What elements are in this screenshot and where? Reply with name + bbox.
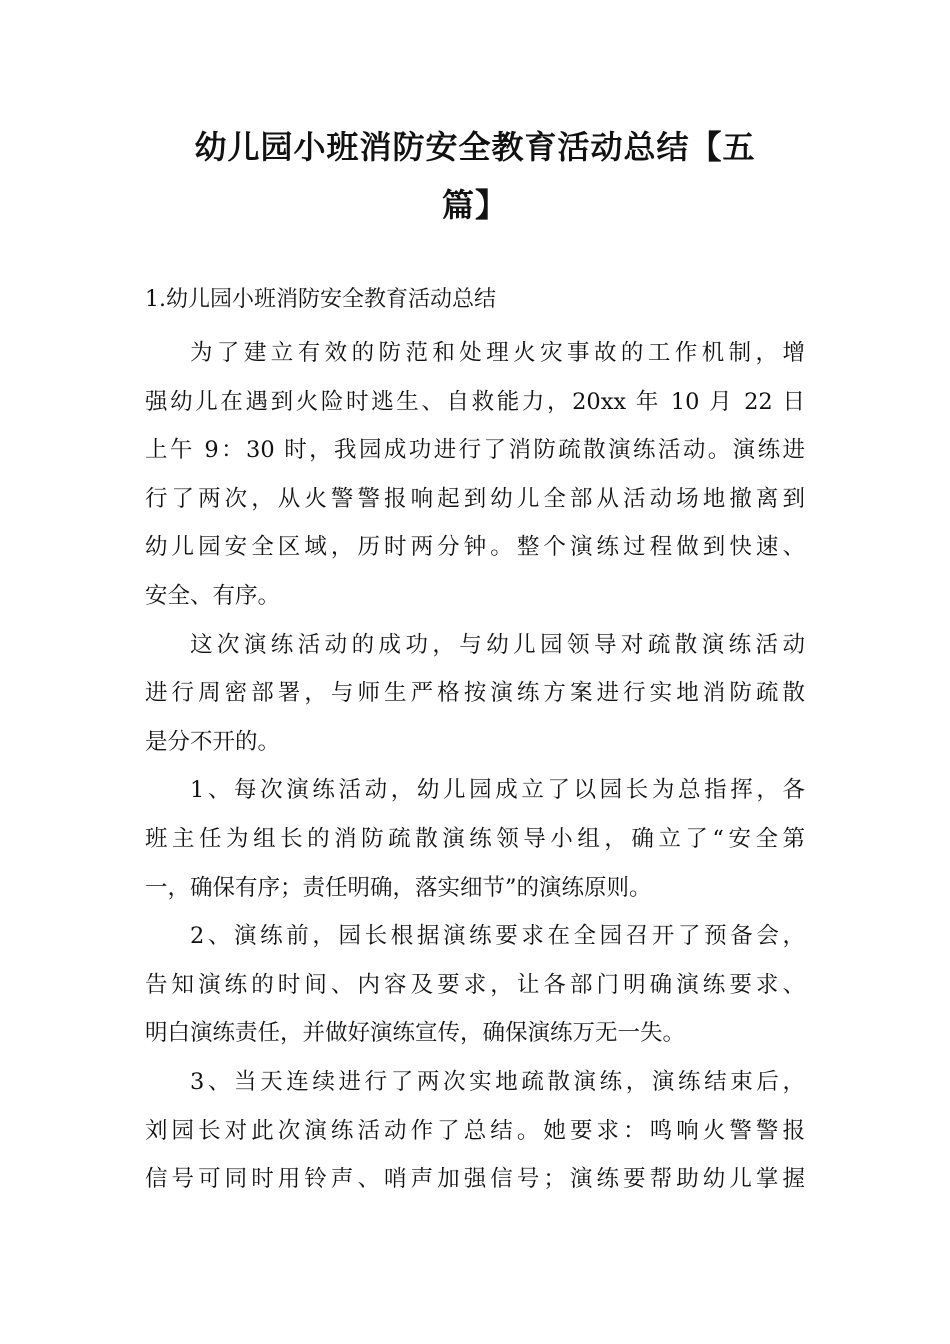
paragraph: [145, 621, 805, 767]
text-line: 2、演练前，园长根据演练要求在全园召开了预备会，: [190, 923, 805, 950]
text-line: 幼儿园安全区域，历时两分钟。整个演练过程做到快速、: [145, 534, 805, 561]
section-heading: 1.幼儿园小班消防安全教育活动总结: [145, 287, 496, 312]
paragraph: [145, 329, 805, 621]
document-title: [150, 118, 800, 234]
text-line: 进行周密部署，与师生严格按演练方案进行实地消防疏散: [145, 680, 805, 707]
document-body: [145, 329, 805, 1204]
text-line: 强幼儿在遇到火险时逃生、自救能力，20xx 年 10 月 22 日: [145, 388, 805, 415]
title-line: 篇】: [441, 186, 508, 224]
text-line: 信号可同时用铃声、哨声加强信号；演练要帮助幼儿掌握: [145, 1166, 805, 1193]
paragraph: [145, 766, 805, 912]
text-line: 这次演练活动的成功，与幼儿园领导对疏散演练活动: [190, 631, 805, 658]
text-line: 告知演练的时间、内容及要求，让各部门明确演练要求、: [145, 971, 805, 998]
text-line: 行了两次，从火警警报响起到幼儿全部从活动场地撤离到: [145, 485, 805, 512]
text-line: 安全、有序。: [145, 582, 281, 609]
text-line: 班主任为组长的消防疏散演练领导小组，确立了“安全第: [145, 825, 805, 852]
text-line: 为了建立有效的防范和处理火灾事故的工作机制，增: [190, 340, 805, 366]
text-line: 3、当天连续进行了两次实地疏散演练，演练结束后，: [190, 1068, 805, 1095]
text-line: 上午 9：30 时，我园成功进行了消防疏散演练活动。演练进: [145, 437, 805, 464]
paragraph: [145, 912, 805, 1058]
text-line: 一，确保有序；责任明确，落实细节”的演练原则。: [145, 874, 652, 901]
text-line: 1、每次演练活动，幼儿园成立了以园长为总指挥，各: [190, 777, 805, 804]
text-line: 是分不开的。: [145, 728, 281, 755]
title-line: 幼儿园小班消防安全教育活动总结【五: [194, 128, 756, 166]
text-line: 刘园长对此次演练活动作了总结。她要求：鸣响火警警报: [145, 1117, 805, 1144]
paragraph: [145, 1058, 805, 1204]
text-line: 明白演练责任，并做好演练宣传，确保演练万无一失。: [145, 1020, 686, 1047]
